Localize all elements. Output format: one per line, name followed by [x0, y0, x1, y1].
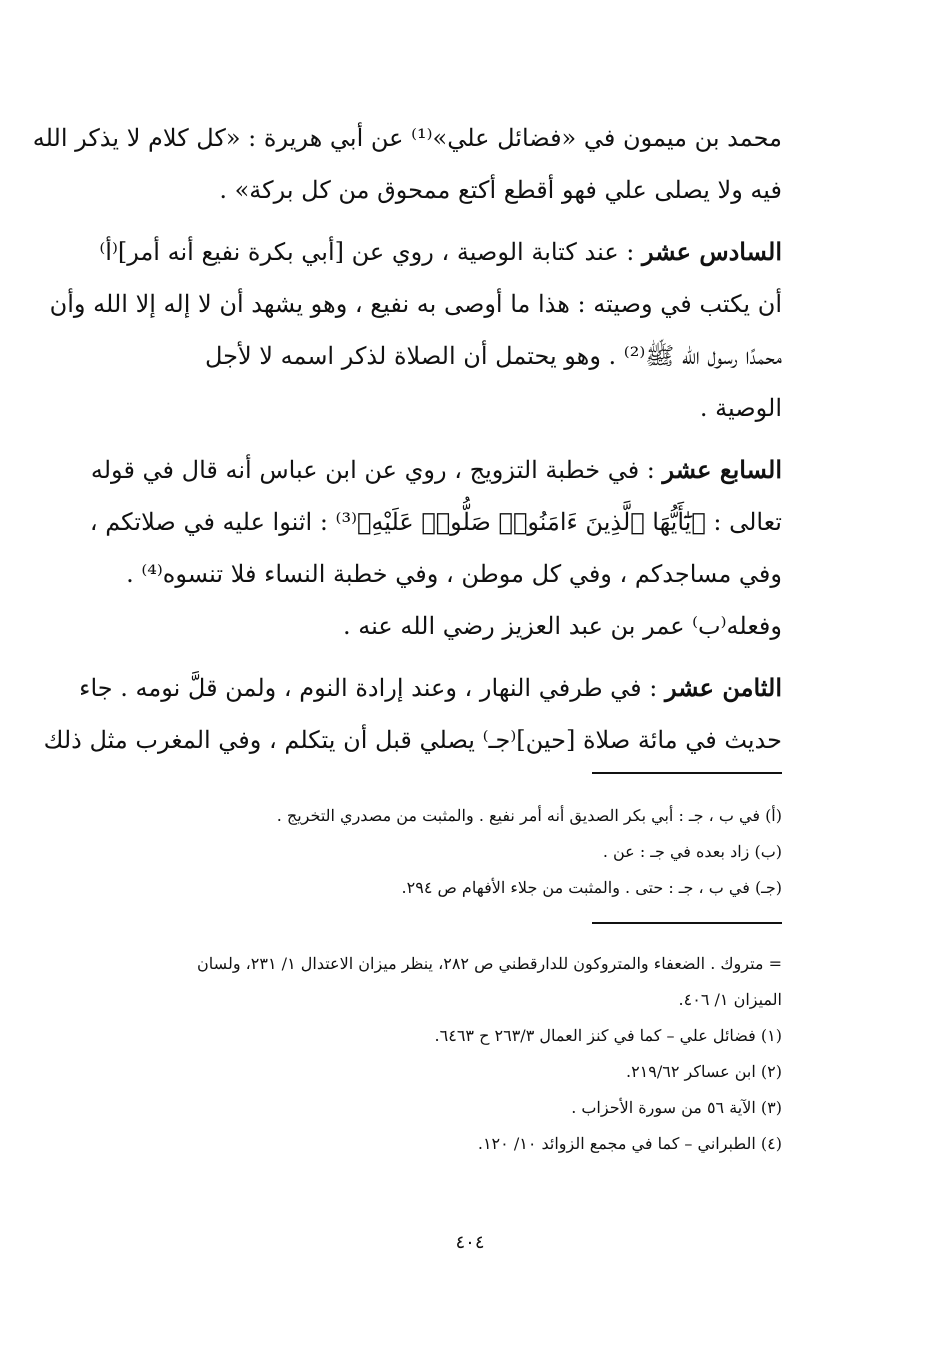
footnote-continuation: الميزان ١/ ٤٠٦.	[678, 990, 782, 1009]
paragraph-3	[89, 444, 782, 652]
text-line: وفي مساجدكم ، وفي كل موطن ، وفي خطبة النساء فلا تنسوه⁽⁴⁾ .	[126, 560, 782, 588]
source-footnotes	[120, 946, 782, 1162]
text-line: وفعله⁽ب⁾ عمر بن عبد العزيز رضي الله عنه .	[343, 612, 782, 640]
paragraph-1	[32, 112, 782, 216]
text-line: الوصية .	[699, 394, 782, 422]
footnote: (جـ) في ب ، جـ : حتى . والمثبت من جلاء الأفهام ص ٢٩٤.	[401, 878, 782, 897]
footnote-divider	[592, 922, 782, 924]
footnote: (٢) ابن عساكر ٢١٩/٦٢.	[625, 1062, 782, 1081]
paragraph-4	[43, 662, 782, 766]
text-line: حديث في مائة صلاة [حين]⁽جـ⁾ يصلي قبل أن يتكلم ، وفي المغرب مثل ذلك	[43, 726, 782, 754]
paragraph-2	[49, 226, 782, 434]
text-line	[79, 662, 782, 714]
text-line: أن يكتب في وصيته : هذا ما أوصى به نفيع ، وهو يشهد أن لا إله إلا الله وأن	[49, 290, 782, 318]
section-heading: الثامن عشر	[665, 673, 782, 702]
editor-footnotes	[120, 798, 782, 906]
text-line: فيه ولا يصلى علي فهو أقطع أكتع ممحوق من كل بركة» .	[219, 176, 782, 204]
page-number: ٤٠٤	[455, 1232, 485, 1253]
footnote: (أ) في ب ، جـ : أبي بكر الصديق أنه أمر نفيع . والمثبت من مصدري التخريج .	[276, 806, 782, 825]
text-run: : في طرفي النهار ، وعند إرادة النوم ، ولمن قلَّ نومه . جاء	[79, 674, 665, 702]
text-line: محمدًا رسول الله ﷺ⁽²⁾ . وهو يحتمل أن الصلاة لذكر اسمه لا لأجل	[204, 342, 782, 370]
text-line: محمد بن ميمون في «فضائل علي»⁽¹⁾ عن أبي هريرة : «كل كلام لا يذكر الله	[32, 124, 782, 152]
footnote-continuation: = متروك . الضعفاء والمتروكون للدارقطني ص ٢٨٢، ينظر ميزان الاعتدال ١/ ٢٣١، ولسان	[197, 954, 782, 973]
footnote: (ب) زاد بعده في جـ : عن .	[602, 842, 782, 861]
section-heading: السادس عشر	[641, 237, 782, 266]
footnote: (١) فضائل علي – كما في كنز العمال ٢٦٣/٣ ح ٦٤٦٣.	[434, 1026, 782, 1045]
footnote: (٣) الآية ٥٦ من سورة الأحزاب .	[571, 1098, 782, 1117]
text-run: : في خطبة التزويج ، روي عن ابن عباس أنه قال في قوله	[90, 456, 663, 484]
section-heading: السابع عشر	[662, 455, 782, 484]
footnote: (٤) الطبراني – كما في مجمع الزوائد ١٠/ ١٢٠.	[477, 1134, 782, 1153]
text-line	[99, 226, 782, 278]
text-line: تعالى : ﴿يَٰٓأَيُّهَا ٱلَّذِينَ ءَامَنُوا۟ صَلُّوا۟ عَلَيْهِ﴾⁽³⁾ : اثنوا عليه في صلاتكم ،	[89, 508, 782, 536]
main-text	[32, 112, 782, 776]
footnote-divider	[592, 772, 782, 774]
text-line	[90, 444, 782, 496]
text-run: : عند كتابة الوصية ، روي عن [أبي بكرة نفيع أنه أمر]⁽أ⁾	[99, 238, 642, 266]
